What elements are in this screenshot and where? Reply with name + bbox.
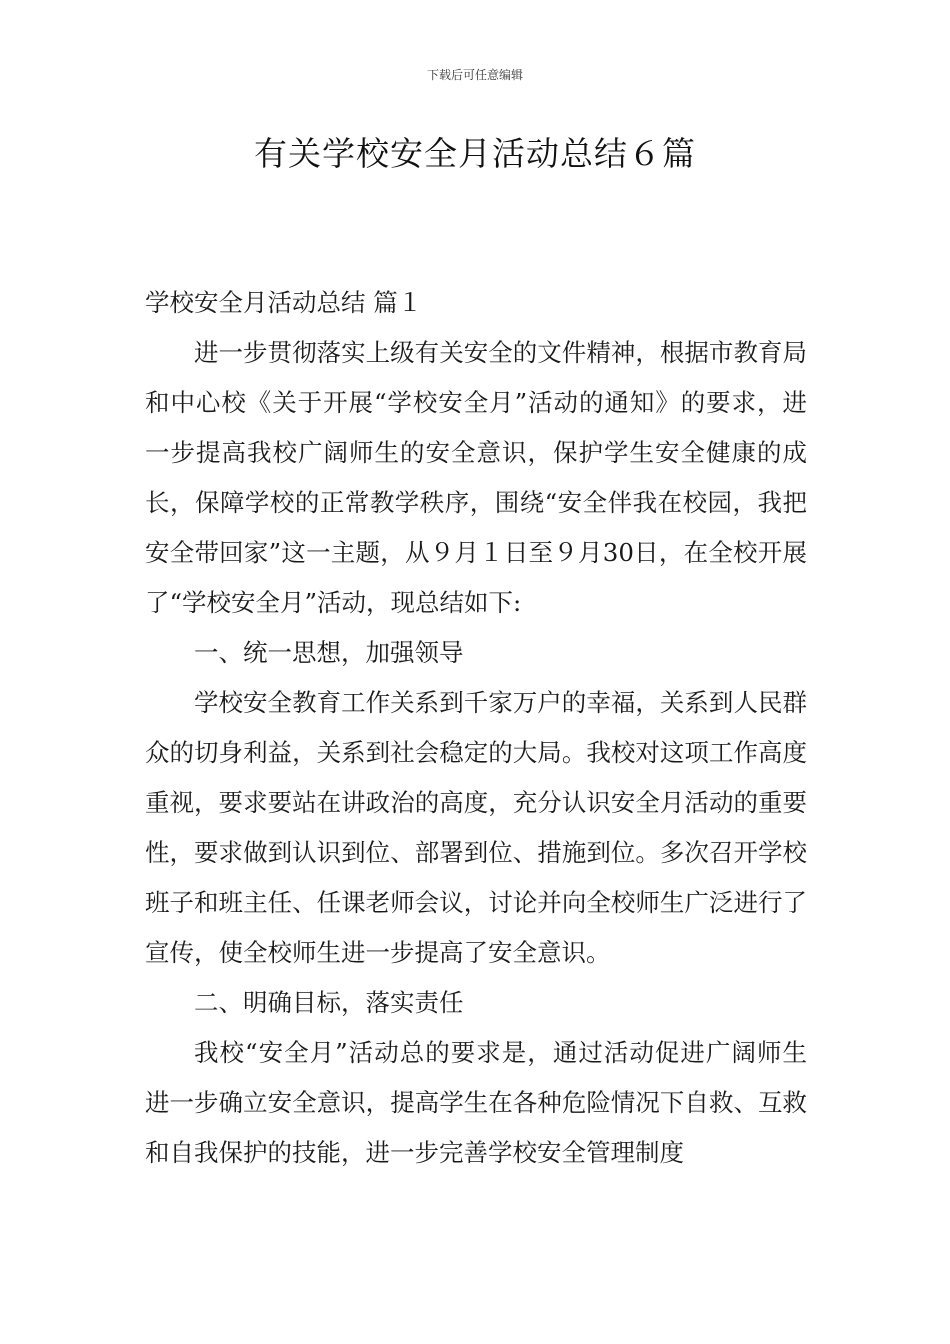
header-note: 下载后可任意编辑 (426, 68, 523, 82)
document-body (145, 278, 807, 1178)
heading-clarify-goals: 二、明确目标，落实责任 (194, 988, 464, 1017)
paragraph-leadership: 学校安全教育工作关系到千家万户的幸福，关系到人民群众的切身利益，关系到社会稳定的大局。我校对这项工作高度重视，要求要站在讲政治的高度，充分认识安全月活动的重要性，要求做到认识到位、部署到位、措施到位。多次召开学校班子和班主任、任课老师会议，讨论并向全校师生广泛进行了宣传，使全校师生进一步提高了安全意识。 (145, 688, 807, 967)
document-title: 有关学校安全月活动总结６篇 (254, 134, 696, 173)
paragraph-intro: 进一步贯彻落实上级有关安全的文件精神，根据市教育局和中心校《关于开展“学校安全月”活动的通知》的要求，进一步提高我校广阔师生的安全意识，保护学生安全健康的成长，保障学校的正常教学秩序，围绕“安全伴我在校园，我把安全带回家”这一主题，从９月１日至９月30日，在全校开展了“学校安全月”活动，现总结如下: (145, 338, 807, 617)
section-label: 学校安全月活动总结 篇１ (145, 288, 423, 317)
paragraph-goals: 我校“安全月”活动总的要求是，通过活动促进广阔师生进一步确立安全意识，提高学生在各种危险情况下自救、互救和自我保护的技能，进一步完善学校安全管理制度 (145, 1038, 807, 1167)
heading-unify-thinking: 一、统一思想，加强领导 (194, 638, 464, 667)
